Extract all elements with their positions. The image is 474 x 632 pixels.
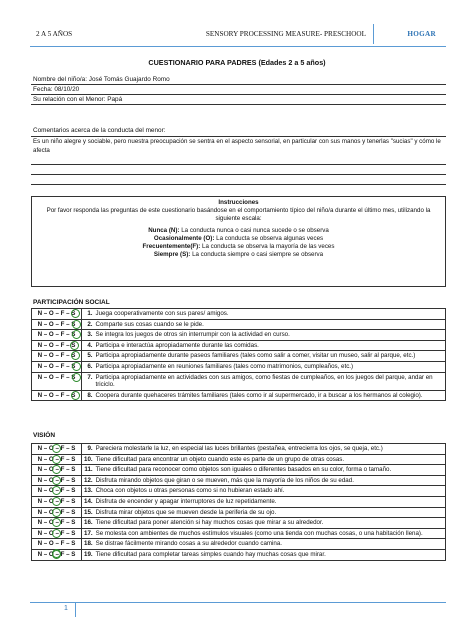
comments-label: Comentarios acerca de la conducta del menor:	[33, 127, 166, 134]
question-number: 7.	[82, 372, 94, 390]
answer-scale-label: N – O – F – S	[37, 476, 76, 484]
question-number: 13.	[82, 486, 94, 497]
scale-legend	[32, 227, 445, 260]
scale-desc: La conducta se observa algunas veces	[216, 234, 324, 242]
question-row	[32, 319, 446, 330]
question-text: Disfruta de encender y apagar interruptores de luz repetidamente.	[94, 496, 446, 507]
scale-desc: La conducta se observa la mayoría de las veces	[202, 243, 335, 251]
answer-scale[interactable]	[32, 444, 82, 455]
question-number: 2.	[82, 319, 94, 330]
question-row	[32, 486, 446, 497]
answer-scale[interactable]	[32, 518, 82, 529]
scale-key: Ocasionalmente (O):	[153, 234, 215, 242]
question-text: Choca con objetos u otras personas como si no hubieran estado ahí.	[94, 486, 446, 497]
answer-scale-label: N – O – F – S	[37, 455, 76, 463]
header-rule	[30, 46, 446, 47]
answer-scale[interactable]	[32, 465, 82, 476]
scale-item	[32, 251, 445, 259]
answer-scale[interactable]	[32, 319, 82, 330]
answer-scale[interactable]	[32, 549, 82, 560]
footer-divider	[75, 603, 76, 617]
question-text: Disfruta mirar objetos que se mueven desde la periferia de su ojo.	[94, 507, 446, 518]
answer-scale[interactable]	[32, 309, 82, 320]
vision-questions-table	[31, 443, 446, 561]
question-row	[32, 372, 446, 390]
answer-scale-label: N – O – F – S	[37, 445, 76, 452]
comment-line	[31, 184, 446, 185]
question-row	[32, 507, 446, 518]
header-form-type: HOGAR	[407, 30, 436, 38]
question-number: 12.	[82, 475, 94, 486]
question-row	[32, 518, 446, 529]
question-row	[32, 444, 446, 455]
scale-item	[32, 243, 445, 251]
question-text: Tiene dificultad para encontrar un objeto cuando este es parte de un grupo de otras cosas.	[94, 454, 446, 465]
selected-answer-mark	[52, 508, 61, 517]
question-row	[32, 475, 446, 486]
selected-answer-mark	[71, 309, 80, 318]
answer-scale-label: N – O – F – S	[37, 529, 76, 537]
scale-key: Siempre (S):	[153, 251, 191, 259]
question-text: Comparte sus cosas cuando se le pide.	[94, 319, 446, 330]
question-row	[32, 309, 446, 320]
answer-scale[interactable]	[32, 372, 82, 390]
question-text: Juega cooperativamente con sus pares/ amigos.	[94, 309, 446, 320]
question-text: Tiene dificultad para poner atención si hay muchos cosas que mirar a su alrededor.	[94, 518, 446, 529]
question-text: Tiene dificultad para completar tareas simples cuando hay muchas cosas que mirar.	[94, 549, 446, 560]
document-title: CUESTIONARIO PARA PADRES (Edades 2 a 5 años)	[148, 58, 326, 67]
child-name-field: Nombre del niño/a: José Tomás Guajardo Romo	[31, 75, 446, 85]
answer-scale[interactable]	[32, 390, 82, 401]
question-text: Participa apropiadamente en actividades con sus amigos, como fiestas de cumpleaños, en los juegos del parque, andar en triciclo.	[94, 372, 446, 390]
question-number: 14.	[82, 496, 94, 507]
comment-line	[31, 164, 446, 165]
answer-scale[interactable]	[32, 454, 82, 465]
question-number: 16.	[82, 518, 94, 529]
question-text: Se integra los juegos de otros sin interrumpir con la actividad en curso.	[94, 330, 446, 341]
social-questions-table	[31, 308, 446, 401]
section-title-social: PARTICIPACIÓN SOCIAL	[33, 299, 110, 306]
scale-key: Nunca (N):	[148, 226, 180, 234]
answer-scale-label: N – O – F – S	[37, 497, 76, 505]
answer-scale[interactable]	[32, 361, 82, 372]
question-row	[32, 351, 446, 362]
relation-field: Su relación con el Menor: Papá	[31, 95, 446, 105]
question-text: Coopera durante quehaceres trámites familiares (tales como ir al supermercado, ir a buscar a los hermanos al colegio).	[94, 390, 446, 401]
selected-answer-mark	[52, 476, 61, 485]
answer-scale-label: N – O – F – S	[37, 341, 76, 349]
question-text: Se distrae fácilmente mirando cosas a su alrededor cuando camina.	[94, 539, 446, 550]
page-header	[30, 24, 446, 46]
question-number: 9.	[82, 444, 94, 455]
answer-scale[interactable]	[32, 496, 82, 507]
header-divider	[373, 24, 374, 44]
footer-rule	[30, 602, 446, 603]
selected-answer-mark	[52, 455, 61, 464]
question-number: 15.	[82, 507, 94, 518]
answer-scale-label: N – O – F – S	[37, 362, 76, 370]
selected-answer-mark	[72, 320, 81, 329]
question-text: Pareciera molestarle la luz, en especial las luces brillantes (pestañea, entrecierra los ojos, se queja, etc.)	[94, 444, 446, 455]
question-number: 5.	[82, 351, 94, 362]
answer-scale[interactable]	[32, 539, 82, 550]
header-age-range: 2 A 5 AÑOS	[36, 30, 73, 38]
selected-answer-mark	[52, 497, 61, 506]
selected-answer-mark	[72, 362, 81, 371]
scale-key: Frecuentemente(F):	[142, 243, 201, 251]
comments-text: Es un niño alegre y sociable, pero nuestra preocupación se sentra en el aspecto sensorial, en particular con sus manos y tenerlas "sucias" y cómo le afecta	[31, 136, 446, 156]
selected-answer-mark	[72, 330, 81, 339]
question-row	[32, 496, 446, 507]
question-text: Disfruta mirando objetos que giran o se mueven, más que la mayoría de los niños de su edad.	[94, 475, 446, 486]
instructions-title: Instrucciones	[218, 199, 259, 206]
question-row	[32, 549, 446, 560]
date-field: Fecha: 08/10/20	[31, 85, 446, 95]
answer-scale[interactable]	[32, 340, 82, 351]
question-number: 3.	[82, 330, 94, 341]
answer-scale[interactable]	[32, 486, 82, 497]
question-row	[32, 528, 446, 539]
question-row	[32, 390, 446, 401]
question-row	[32, 454, 446, 465]
answer-scale-label: N – O – F – S	[37, 550, 76, 558]
question-number: 11.	[82, 465, 94, 476]
answer-scale[interactable]	[32, 528, 82, 539]
answer-scale-label: N – O – F – S	[37, 487, 76, 495]
scale-item	[32, 235, 445, 243]
question-number: 17.	[82, 528, 94, 539]
answer-scale-label: N – O – F – S	[37, 466, 76, 474]
question-text: Tiene dificultad para reconocer como objetos son iguales o diferentes basados en su color, forma o tamaño.	[94, 465, 446, 476]
question-text: Se molesta con ambientes de muchos estímulos visuales (como una tienda con muchas cosas, o una habitación llena).	[94, 528, 446, 539]
page-number: 1	[64, 605, 68, 612]
selected-answer-mark	[72, 373, 81, 382]
instructions-box	[31, 196, 446, 287]
instructions-paragraph: Por favor responda las preguntas de este cuestionario basándose en el comportamiento típico del niño/a durante el último mes, utilizando la siguiente escala:	[46, 207, 431, 223]
question-number: 6.	[82, 361, 94, 372]
question-number: 4.	[82, 340, 94, 351]
header-measure-name: SENSORY PROCESSING MEASURE- PRESCHOOL	[205, 30, 366, 38]
answer-scale-label: N – O – F – S	[37, 331, 76, 339]
question-number: 18.	[82, 539, 94, 550]
selected-answer-mark	[70, 341, 79, 350]
selected-answer-mark	[52, 550, 61, 559]
answer-scale-label: N – O – F – S	[37, 540, 76, 548]
answer-scale[interactable]	[32, 507, 82, 518]
question-row	[32, 361, 446, 372]
comment-line	[31, 174, 446, 175]
selected-answer-mark	[71, 351, 80, 360]
question-text: Participa e interactúa apropiadamente durante las comidas.	[94, 340, 446, 351]
answer-scale[interactable]	[32, 475, 82, 486]
selected-answer-mark	[71, 391, 80, 400]
answer-scale-label: N – O – F – S	[37, 373, 76, 381]
question-number: 8.	[82, 390, 94, 401]
answer-scale-label: N – O – F – S	[37, 320, 76, 328]
answer-scale[interactable]	[32, 330, 82, 341]
section-title-vision: VISIÓN	[33, 432, 56, 439]
question-row	[32, 465, 446, 476]
answer-scale-label: N – O – F – S	[37, 391, 76, 399]
answer-scale-label: N – O – F – S	[37, 352, 76, 360]
question-row	[32, 340, 446, 351]
question-row	[32, 330, 446, 341]
selected-answer-mark	[52, 529, 61, 538]
question-number: 1.	[82, 309, 94, 320]
scale-desc: La conducta nunca o casi nunca sucede o se observa	[181, 226, 329, 234]
question-text: Participa apropiadamente en reuniones familiares (tales como matrimonios, cumpleaños, etc.)	[94, 361, 446, 372]
question-number: 10.	[82, 454, 94, 465]
question-number: 19.	[82, 549, 94, 560]
answer-scale-label: N – O – F – S	[37, 519, 76, 527]
scale-desc: La conducta siempre o casi siempre se observa	[192, 251, 324, 259]
scale-item	[32, 227, 445, 235]
selected-answer-mark	[52, 444, 61, 453]
answer-scale[interactable]	[32, 351, 82, 362]
question-text: Participa apropiadamente durante paseos familiares (tales como salir a comer, visitar un museo, salir al parque, etc.)	[94, 351, 446, 362]
answer-scale-label: N – O – F – S	[37, 310, 76, 317]
question-row	[32, 539, 446, 550]
answer-scale-label: N – O – F – S	[37, 508, 76, 516]
